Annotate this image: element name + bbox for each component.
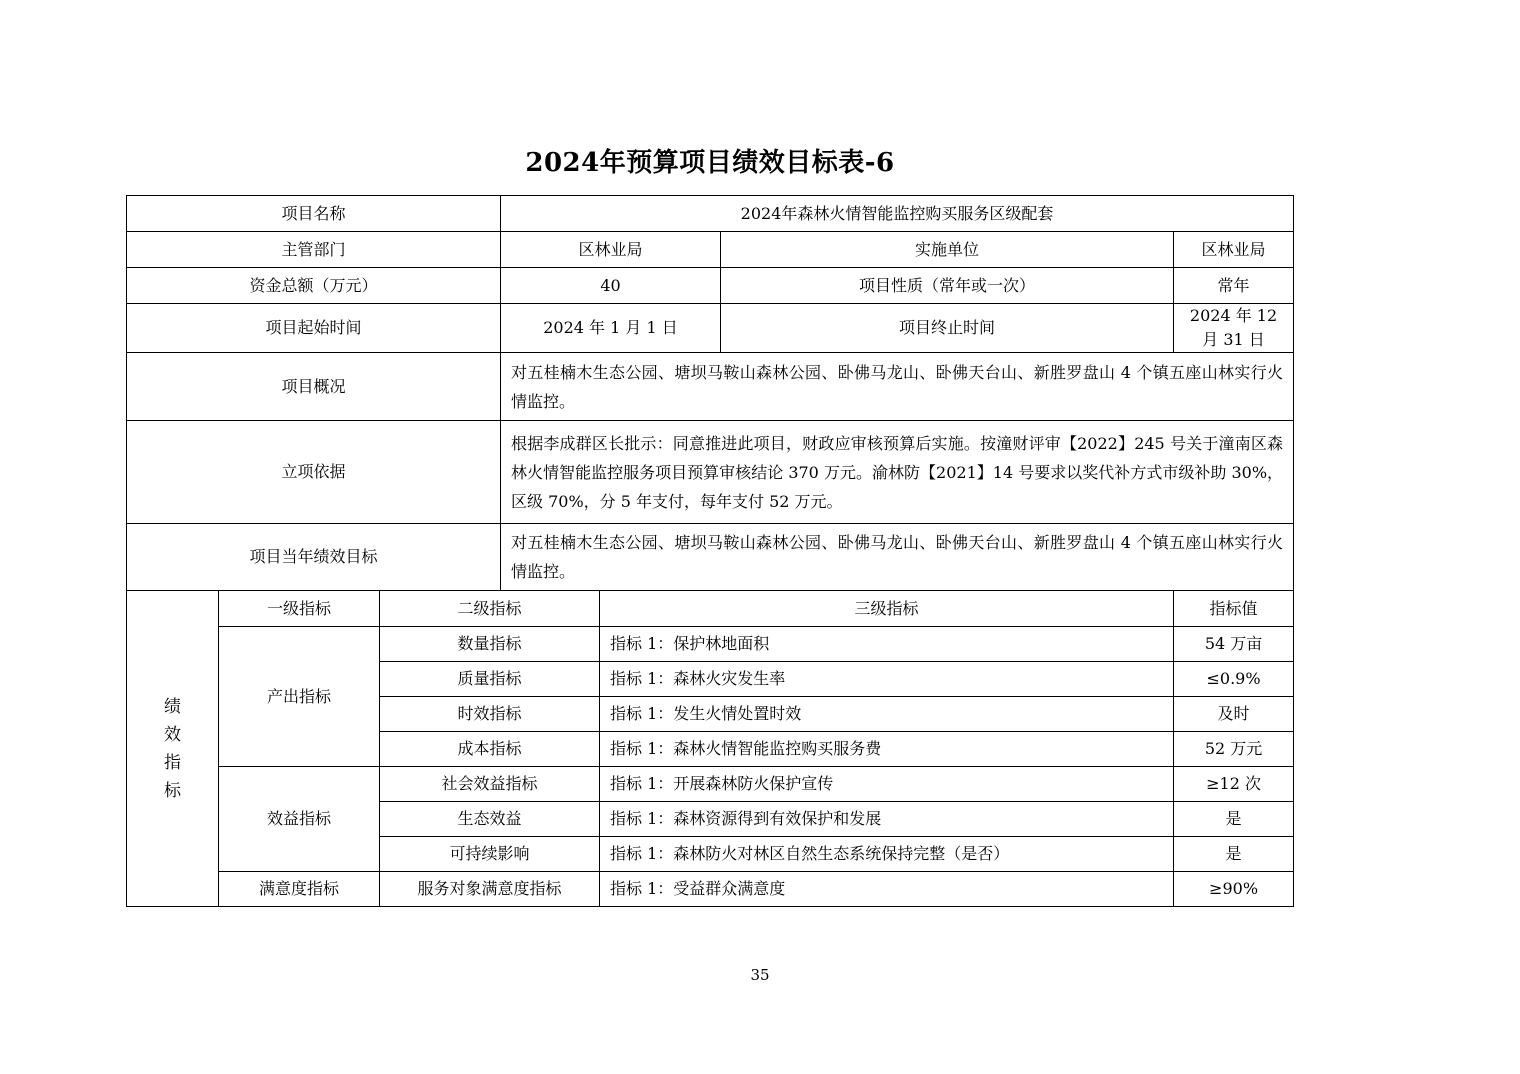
- level2-cell: 时效指标: [380, 697, 600, 732]
- overview-text: 对五桂楠木生态公园、塘坝马鞍山森林公园、卧佛马龙山、卧佛天台山、新胜罗盘山 4 个镇五座山林实行火情监控。: [501, 353, 1294, 421]
- project-name-value: 2024年森林火情智能监控购买服务区级配套: [501, 196, 1294, 232]
- indicators-char-1: 绩: [164, 696, 181, 717]
- level1-benefit: 效益指标: [219, 767, 380, 872]
- start-time-label: 项目起始时间: [127, 304, 501, 353]
- total-funds-label: 资金总额（万元）: [127, 268, 501, 304]
- level2-cell: 生态效益: [380, 802, 600, 837]
- indicators-char-4: 标: [164, 780, 181, 801]
- level1-satisfaction: 满意度指标: [219, 872, 380, 907]
- indicators-char-3: 指: [164, 752, 181, 773]
- annual-goal-text: 对五桂楠木生态公园、塘坝马鞍山森林公园、卧佛马龙山、卧佛天台山、新胜罗盘山 4 个镇五座山林实行火情监控。: [501, 524, 1294, 591]
- indicator-value: 是: [1174, 802, 1294, 837]
- project-nature-value: 常年: [1174, 268, 1294, 304]
- column-header-value: 指标值: [1174, 591, 1294, 627]
- annual-goal-row: [127, 524, 1294, 591]
- indicator-value: 及时: [1174, 697, 1294, 732]
- level3-cell: 指标 1：森林资源得到有效保护和发展: [600, 802, 1174, 837]
- column-header-level3: 三级指标: [600, 591, 1174, 627]
- department-row: [127, 232, 1294, 268]
- table-row: [127, 872, 1294, 907]
- page-title: 2024年预算项目绩效目标表-6: [525, 148, 895, 178]
- indicator-value: ≥90%: [1174, 872, 1294, 907]
- level2-cell: 可持续影响: [380, 837, 600, 872]
- indicator-header-row: [127, 591, 1294, 627]
- project-name-label: 项目名称: [127, 196, 501, 232]
- level1-output: 产出指标: [219, 627, 380, 767]
- project-nature-label: 项目性质（常年或一次）: [721, 268, 1174, 304]
- page-number: 35: [750, 966, 770, 984]
- level3-cell: 指标 1：森林火灾发生率: [600, 662, 1174, 697]
- indicators-vertical-label: [127, 591, 219, 907]
- indicator-value: 是: [1174, 837, 1294, 872]
- level2-cell: 社会效益指标: [380, 767, 600, 802]
- indicator-value: ≤0.9%: [1174, 662, 1294, 697]
- basis-text: 根据李成群区长批示：同意推进此项目，财政应审核预算后实施。按潼财评审【2022】245 号关于潼南区森林火情智能监控服务项目预算审核结论 370 万元。渝林防【2021】14 号要求以奖代补方式市级补助 30%，区级 70%，分 5 年支付，每年支付 52 万元。: [501, 421, 1294, 524]
- level3-cell: 指标 1：受益群众满意度: [600, 872, 1174, 907]
- level3-cell: 指标 1：开展森林防火保护宣传: [600, 767, 1174, 802]
- column-header-level1: 一级指标: [219, 591, 380, 627]
- level2-cell: 服务对象满意度指标: [380, 872, 600, 907]
- level3-cell: 指标 1：森林火情智能监控购买服务费: [600, 732, 1174, 767]
- indicators-char-2: 效: [164, 724, 181, 745]
- annual-goal-label: 项目当年绩效目标: [127, 524, 501, 591]
- table-row: [127, 627, 1294, 662]
- project-name-row: [127, 196, 1294, 232]
- implementer-value: 区林业局: [1174, 232, 1294, 268]
- implementer-label: 实施单位: [721, 232, 1174, 268]
- level3-cell: 指标 1：森林防火对林区自然生态系统保持完整（是否）: [600, 837, 1174, 872]
- department-label: 主管部门: [127, 232, 501, 268]
- department-value: 区林业局: [501, 232, 721, 268]
- overview-label: 项目概况: [127, 353, 501, 421]
- level2-cell: 数量指标: [380, 627, 600, 662]
- end-time-value: 2024 年 12 月 31 日: [1174, 304, 1294, 353]
- indicator-value: 54 万亩: [1174, 627, 1294, 662]
- column-header-level2: 二级指标: [380, 591, 600, 627]
- overview-row: [127, 353, 1294, 421]
- time-row: [127, 304, 1294, 353]
- indicator-value: ≥12 次: [1174, 767, 1294, 802]
- total-funds-value: 40: [501, 268, 721, 304]
- funds-row: [127, 268, 1294, 304]
- performance-target-table: [126, 195, 1294, 907]
- level3-cell: 指标 1：保护林地面积: [600, 627, 1174, 662]
- level2-cell: 质量指标: [380, 662, 600, 697]
- level3-cell: 指标 1：发生火情处置时效: [600, 697, 1174, 732]
- table-row: [127, 767, 1294, 802]
- end-time-label: 项目终止时间: [721, 304, 1174, 353]
- basis-row: [127, 421, 1294, 524]
- start-time-value: 2024 年 1 月 1 日: [501, 304, 721, 353]
- indicator-value: 52 万元: [1174, 732, 1294, 767]
- level2-cell: 成本指标: [380, 732, 600, 767]
- basis-label: 立项依据: [127, 421, 501, 524]
